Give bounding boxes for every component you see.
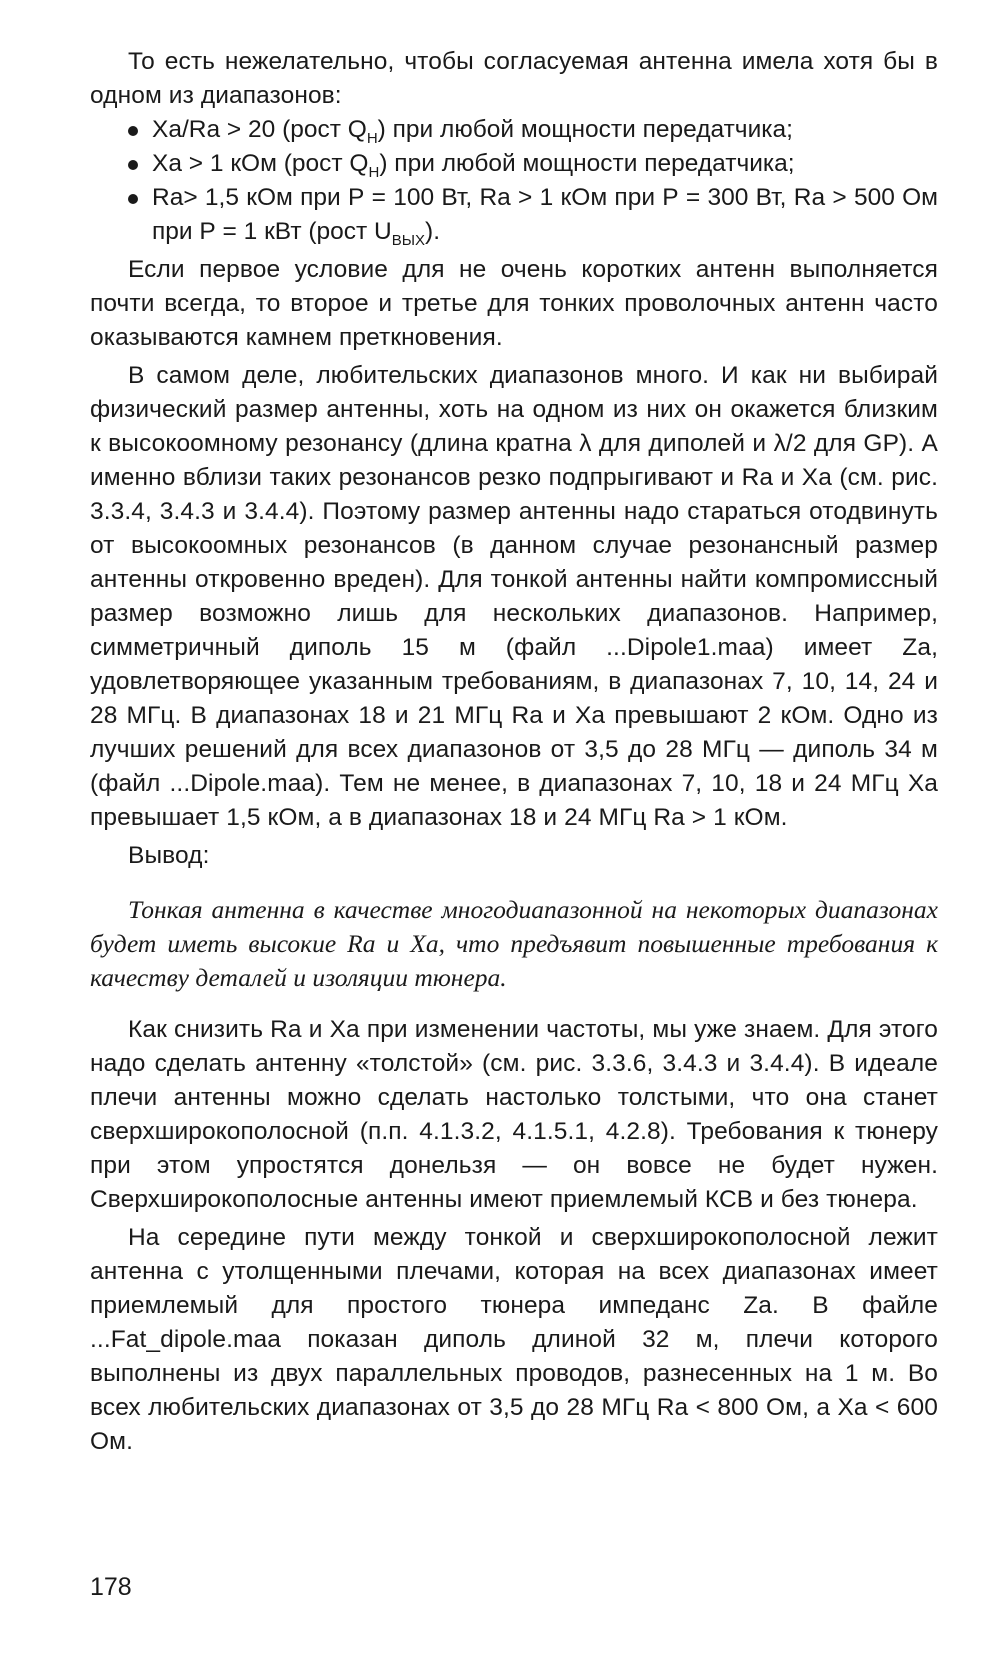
list-item — [90, 113, 938, 147]
paragraph-3: Как снизить Ra и Xa при изменении частоты, мы уже знаем. Для этого надо сделать антенну «толстой» (см. рис. 3.3.6, 3.4.3 и 3.4.4). В идеале плечи антенны можно сделать настолько толстыми, что она станет сверхширокополосной (п.п. 4.1.3.2, 4.1.5.1, 4.2.8). Требования к тюнеру при этом упростятся донельзя — он вовсе не будет нужен. Сверхширокополосные антенны имеют приемлемый КСВ и без тюнера. — [90, 1016, 938, 1213]
list-item-text-post: ). — [425, 218, 441, 245]
bullet-icon — [128, 160, 138, 170]
paragraph-2: В самом деле, любительских диапазонов много. И как ни выбирай физический размер антенны, хоть на одном из них он окажется близким к высокоомному резонансу (длина кратна λ для диполей и λ/2 для GP). А именно вблизи таких резонансов резко подпрыгивают и Ra и Xa (см. рис. 3.3.4, 3.4.3 и 3.4.4). Поэтому размер антенны надо стараться отодвинуть от высокоомных резонансов (в данном случае резонансный размер антенны откровенно вреден). Для тонкой антенны найти компромиссный размер возможно лишь для нескольких диапазонов. Например, симметричный диполь 15 м (файл ...Dipole1.maa) имеет Za, удовлетворяющее указанным требованиям, в диапазонах 7, 10, 14, 24 и 28 МГц. В диапазонах 18 и 21 МГц Ra и Xa превышают 2 кОм. Одно из лучших решений для всех диапазонов от 3,5 до 28 МГц — диполь 34 м (файл ...Dipole.maa). Тем не менее, в диапазонах 7, 10, 18 и 24 МГц Xa превышает 1,5 кОм, а в диапазонах 18 и 24 МГц Ra > 1 кОм. — [90, 362, 938, 831]
paragraph-1: Если первое условие для не очень коротких антенн выполняется почти всегда, то второе и третье для тонких проволочных антенн часто оказываются камнем преткновения. — [90, 256, 938, 351]
list-item-subscript: Н — [366, 129, 378, 147]
intro-paragraph: То есть нежелательно, чтобы согласуемая антенна имела хотя бы в одном из диапазонов: — [90, 48, 938, 109]
list-item-text-post: ) при любой мощности передатчика; — [377, 116, 793, 143]
list-item-text-pre: Ra> 1,5 кОм при Р = 100 Вт, Ra > 1 кОм при Р = 300 Вт, Ra > 500 Ом при Р = 1 кВт (рост U — [152, 184, 938, 245]
list-item — [90, 181, 938, 249]
list-item-text-pre: Xa/Ra > 20 (рост Q — [152, 116, 367, 143]
page-number: 178 — [90, 1573, 132, 1601]
conditions-list — [90, 113, 938, 249]
list-item-subscript: ВЫХ — [391, 231, 426, 249]
page-body — [90, 45, 938, 1459]
list-item — [90, 147, 938, 181]
bullet-icon — [128, 126, 138, 136]
list-item-text-pre: Xa > 1 кОм (рост Q — [152, 150, 369, 177]
conclusion-text: Тонкая антенна в качестве многодиапазонной на некоторых диапазонах будет иметь высокие Ra и Xa, что предъявит повышенные требования к качеству деталей и изоляции тюнера. — [90, 895, 938, 992]
paragraph-4: На середине пути между тонкой и сверхширокополосной лежит антенна с утолщенными плечами, которая на всех диапазонах имеет приемлемый для простого тюнера импеданс Za. В файле ...Fat_dipole.maa показан диполь длиной 32 м, плечи которого выполнены из двух параллельных проводов, разнесенных на 1 м. Во всех любительских диапазонах от 3,5 до 28 МГц Ra < 800 Ом, а Xa < 600 Ом. — [90, 1224, 938, 1455]
list-item-subscript: Н — [368, 163, 380, 181]
conclusion-label: Вывод: — [128, 842, 210, 869]
bullet-icon — [128, 194, 138, 204]
list-item-text-post: ) при любой мощности передатчика; — [379, 150, 795, 177]
